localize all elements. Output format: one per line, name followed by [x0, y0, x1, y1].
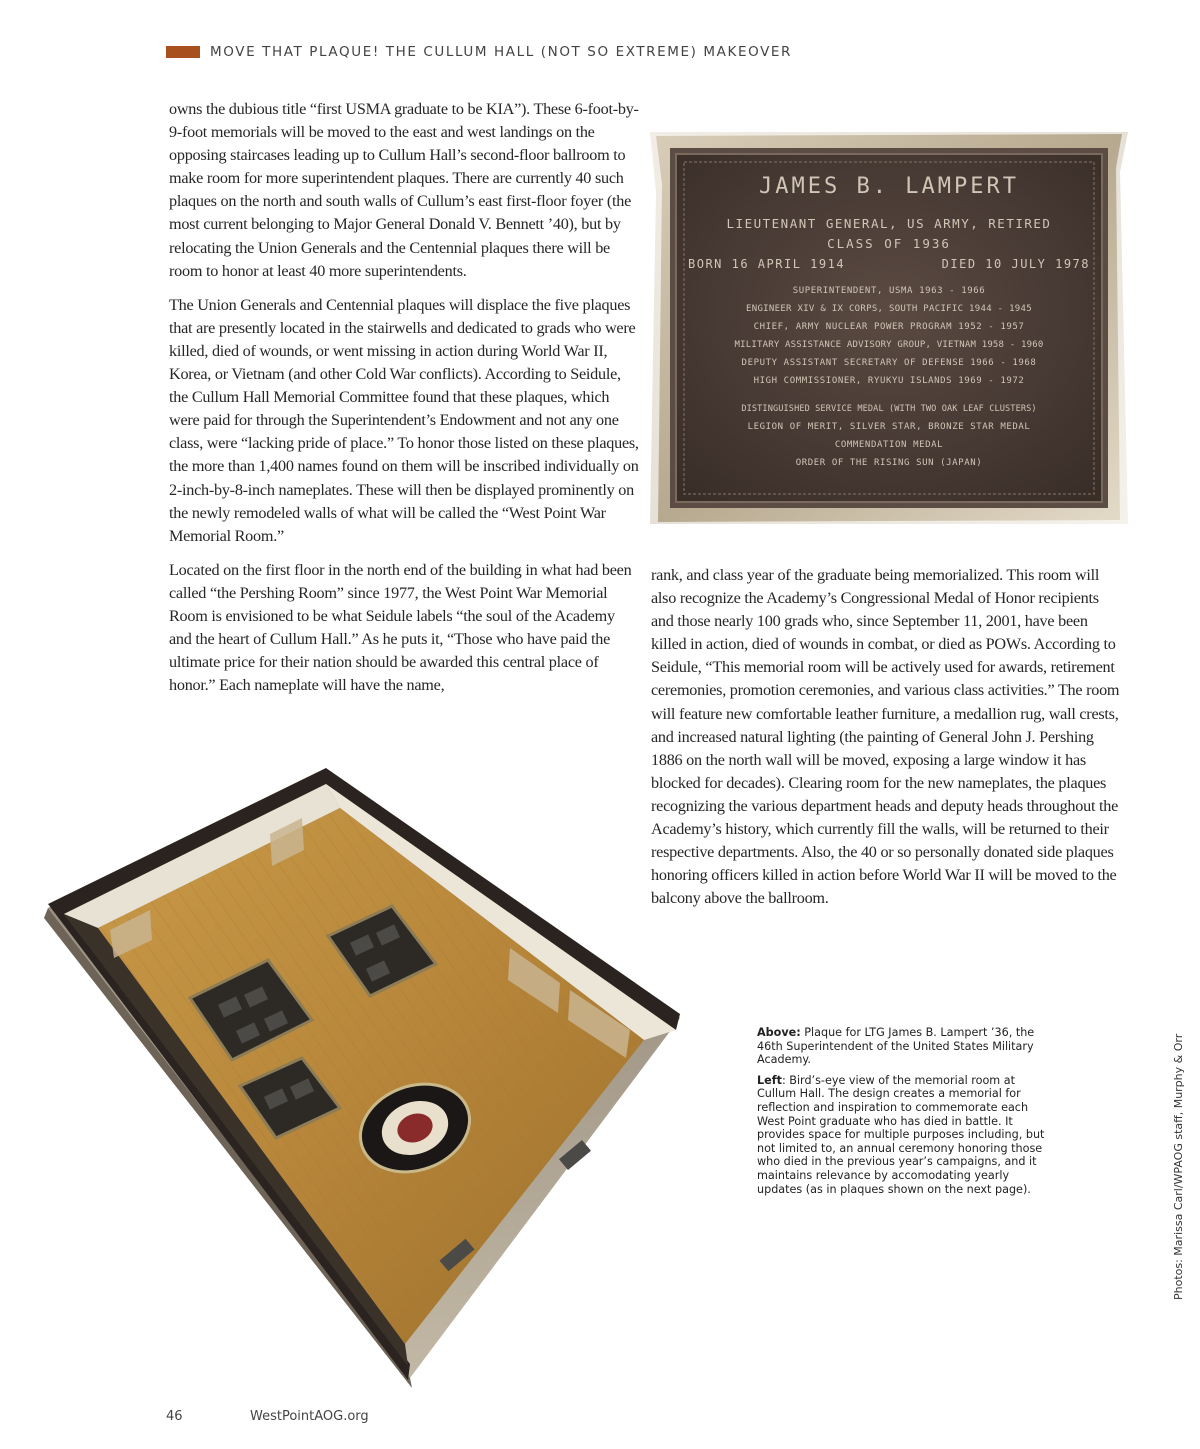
page-number: 46 [166, 1409, 183, 1424]
photo-credit: Photos: Marissa Carl/WPAOG staff, Murphy & Orr [1172, 1033, 1185, 1300]
plaque-position: CHIEF, ARMY NUCLEAR POWER PROGRAM 1952 - 1957 [753, 322, 1025, 332]
plaque-award: ORDER OF THE RISING SUN (JAPAN) [795, 458, 983, 468]
plaque-position: MILITARY ASSISTANCE ADVISORY GROUP, VIETNAM 1958 - 1960 [734, 340, 1044, 350]
header-accent-bar [166, 46, 200, 58]
paragraph: The Union Generals and Centennial plaques will displace the five plaques that are presently located in the stairwells and dedicated to grads who were killed, died of wounds, or went missing in action during World War II, Korea, or Vietnam (and other Cold War conflicts). According to Seidule, the Cullum Hall Memorial Committee found that these plaques, which were paid for through the Superintendent’s Endowment and not any one class, were “lacking pride of place.” To honor those listed on these plaques, the more than 1,400 names found on them will be inscribed individually on 2-inch-by-8-inch nameplates. These will then be displayed prominently on the newly remodeled walls of what will be called the “West Point War Memorial Room.” [169, 295, 639, 545]
caption-above-label: Above: [757, 1026, 801, 1039]
plaque-dates-row [688, 257, 1090, 271]
plaque-position: SUPERINTENDENT, USMA 1963 - 1966 [792, 286, 986, 296]
caption-left [757, 1074, 1057, 1196]
caption-left-label: Left [757, 1073, 782, 1087]
plaque-name: JAMES B. LAMPERT [759, 174, 1019, 199]
footer-site: WestPointAOG.org [250, 1409, 369, 1424]
caption-left-text: : Bird’s-eye view of the memorial room at Cullum Hall. The design creates a memorial for reflection and inspiration to commemorate each West Point graduate who has died in battle. It provides space for multiple purposes including, but not limited to, an annual ceremony honoring those who died in the previous year’s campaigns, and it maintains relevance by accomodating yearly updates (as in plaques shown on the next page). [757, 1073, 1045, 1196]
plaque-position: DEPUTY ASSISTANT SECRETARY OF DEFENSE 1966 - 1968 [741, 358, 1037, 368]
plaque-award: DISTINGUISHED SERVICE MEDAL (WITH TWO OAK LEAF CLUSTERS) [741, 404, 1037, 414]
plaque-award: COMMENDATION MEDAL [834, 440, 944, 450]
caption-above-text: Plaque for LTG James B. Lampert ’36, the 46th Superintendent of the United States Military Academy. [757, 1026, 1035, 1067]
photo-captions [757, 1026, 1057, 1203]
plaque-died: DIED 10 JULY 1978 [941, 257, 1090, 271]
lampert-plaque-photo [650, 132, 1128, 524]
caption-above [757, 1026, 1057, 1067]
paragraph: Located on the first floor in the north end of the building in what had been called “the Pershing Room” since 1977, the West Point War Memorial Room is envisioned to be what Seidule labels “the soul of the Academy and the heart of Cullum Hall.” As he puts it, “Those who have paid the ultimate price for their nation should be awarded this central place of honor.” Each nameplate will have the name, [169, 560, 632, 695]
left-column [169, 98, 639, 708]
memorial-room-render [40, 768, 680, 1388]
plaque-position: ENGINEER XIV & IX CORPS, SOUTH PACIFIC 1944 - 1945 [746, 304, 1032, 314]
running-header [166, 44, 792, 60]
paragraph: owns the dubious title “first USMA graduate to be KIA”). These 6-foot-by-9-foot memorials will be moved to the east and west landings on the opposing staircases leading up to Cullum Hall’s second-floor ballroom to make room for more superintendent plaques. There are currently 40 such plaques on the north and south walls of Cullum’s east first-floor foyer (the most current belonging to Major General Donald V. Bennett ’40), but by relocating the Union Generals and the Centennial plaques there will be room to honor at least 40 more superintendents. [169, 100, 639, 280]
plaque-rank: LIEUTENANT GENERAL, US ARMY, RETIRED [726, 216, 1052, 231]
paragraph: rank, and class year of the graduate being memorialized. This room will also recognize the Academy’s Congressional Medal of Honor recipients and those nearly 100 grads who, since September 11, 2001, have been killed in action, died of wounds in combat, or died as POWs. According to Seidule, “This memorial room will be actively used for awards, retirement ceremonies, promotion ceremonies, and various class activities.” The room will feature new comfortable leather furniture, a medallion rug, wall crests, and increased natural lighting (the painting of General John J. Pershing 1886 on the north wall will be moved, exposing a large window it has blocked for decades). Clearing room for the new nameplates, the plaques recognizing the various department heads and deputy heads throughout the Academy’s history, which currently fill the walls, will be returned to their respective departments. Also, the 40 or so personally donated side plaques honoring officers killed in action before World War II will be moved to the balcony above the ballroom. [651, 566, 1120, 908]
plaque-born: BORN 16 APRIL 1914 [688, 257, 846, 271]
plaque-position: HIGH COMMISSIONER, RYUKYU ISLANDS 1969 - 1972 [753, 376, 1025, 386]
right-column [651, 564, 1121, 921]
plaque-class: CLASS OF 1936 [827, 236, 951, 251]
plaque-award: LEGION OF MERIT, SILVER STAR, BRONZE STAR MEDAL [747, 422, 1031, 432]
header-title: MOVE THAT PLAQUE! THE CULLUM HALL (NOT SO EXTREME) MAKEOVER [210, 44, 793, 60]
